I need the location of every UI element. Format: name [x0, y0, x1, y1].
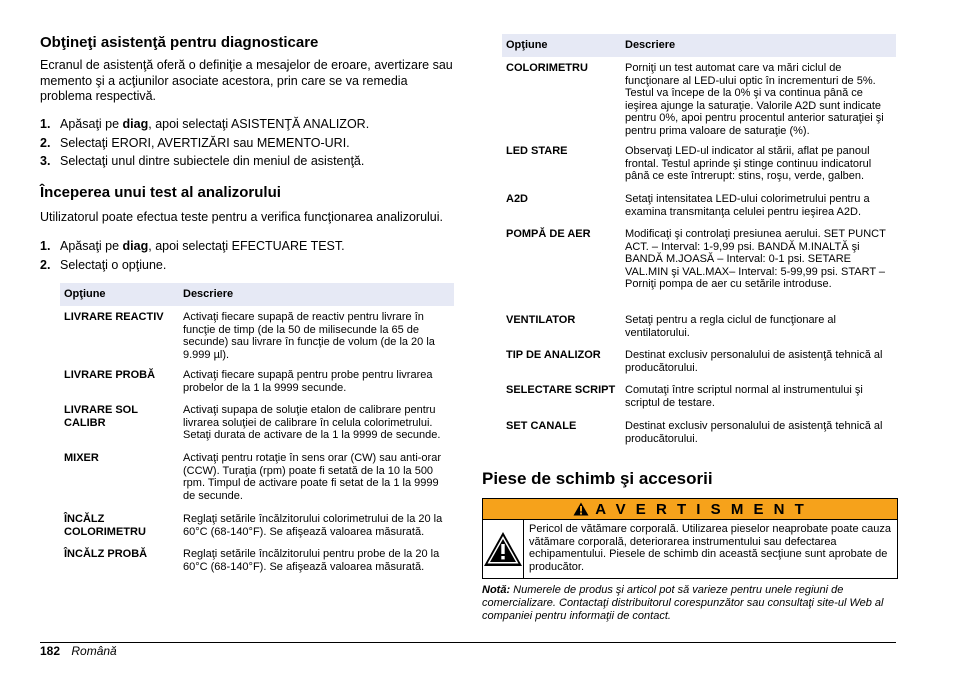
table-row: [502, 314, 896, 349]
table-row: [60, 513, 454, 548]
table-row: [60, 306, 454, 369]
step-number: 2.: [40, 135, 51, 150]
option-cell: MIXER: [64, 452, 99, 464]
diagnostic-help-steps: [40, 117, 454, 173]
description-cell: Observaţi LED-ul indicator al stării, aflat pe panoul frontal. Testul aprinde şi stinge continuu indicatorul până ce este întrerupt: stins, roşu, verde, galben.: [625, 145, 872, 182]
step-item: 2. Selectaţi ERORI, AVERTIZĂRI sau MEMENTO-URI.: [40, 136, 454, 155]
table-row: [502, 349, 896, 384]
option-cell: LIVRARE SOL CALIBR: [64, 404, 138, 429]
table-header-row: [60, 283, 454, 306]
description-cell: Modificaţi şi controlaţi presiunea aerului. SET PUNCT ACT. – Interval: 1-9,99 psi. BANDĂ M.INALTĂ şi BANDĂ M.JOASĂ – Interval: 0-1 psi. SETARE VAL.MIN şi VAL.MAX– Interval: 5-99,99 psi. START – Porniţi pompa de aer cu setările introduse.: [625, 228, 886, 290]
description-cell: Activaţi fiecare supapă pentru probe pentru livrarea probelor de la 1 la 9999 secunde.: [183, 369, 433, 394]
description-cell: Porniţi un test automat care va mări ciclul de funcţionare al LED-ului optic în incrementuri de 5%. Testul va începe de la 0% şi va continua până ce ieşirea ajunge la saturaţie. Valorile A2D sunt indicate pentru 0%, apoi pentru procentul anterior saturaţiei şi pentru prima valoare de saturaţie (%).: [625, 62, 884, 137]
table-row: [60, 369, 454, 404]
description-cell: Reglaţi setările încălzitorului colorimetrului de la 20 la 60°C (68-140°F). Se afişează valoarea măsurată.: [183, 513, 443, 538]
hazard-triangle-icon: [483, 531, 523, 567]
step-item: 2. Selectaţi o opţiune.: [40, 258, 454, 277]
table-row: [502, 228, 896, 314]
section-heading-spare-parts: Piese de schimb şi accesorii: [482, 469, 713, 488]
page-number: 182: [40, 644, 61, 658]
section-heading-analyzer-test: Începerea unui test al analizorului: [40, 184, 281, 201]
warning-body: [483, 520, 897, 578]
step-item: 3. Selectaţi unul dintre subiectele din meniul de asistenţă.: [40, 154, 454, 173]
step-number: 3.: [40, 154, 51, 168]
section-heading-diagnostic-help: Obţineţi asistenţă pentru diagnosticare: [40, 34, 319, 51]
table-row: [60, 452, 454, 513]
note-paragraph: [482, 584, 896, 622]
description-cell: Setaţi pentru a regla ciclul de funcţionare al ventilatorului.: [625, 314, 836, 339]
step-number: 1.: [40, 239, 51, 253]
option-cell: POMPĂ DE AER: [506, 228, 591, 240]
warning-icon-cell: [483, 520, 524, 578]
footer-language: Română: [71, 644, 117, 658]
table-row: [502, 193, 896, 228]
option-cell: ÎNCĂLZ PROBĂ: [64, 548, 148, 560]
description-cell: Destinat exclusiv personalului de asistenţă tehnică al producătorului.: [625, 349, 883, 374]
option-cell: ÎNCĂLZ COLORIMETRU: [64, 513, 146, 538]
warning-title: A V E R T I S M E N T: [595, 500, 807, 518]
note-text: Numerele de produs şi articol pot să varieze pentru unele regiuni de comercializare. Contactaţi distribuitorul corespunzător sau consultaţi site-ul Web al companiei pentru informaţii de contact.: [482, 584, 884, 622]
warning-triangle-icon: [573, 502, 589, 516]
description-cell: Activaţi pentru rotaţie în sens orar (CW) sau anti-orar (CCW). Turaţia (rpm) poate fi setată de la 10 la 500 rpm. Timpul de activare poate fi setat de la 1 la 9999 de secunde.: [183, 452, 441, 502]
option-cell: LED STARE: [506, 145, 568, 157]
warning-text: Pericol de vătămare corporală. Utilizarea pieselor neaprobate poate cauza vătămare corporală, deteriorarea instrumentului sau defectarea echipamentului. Piesele de schimb din această secţiune sunt aprobate de producător.: [529, 523, 891, 573]
table-header-row: [502, 34, 896, 57]
option-cell: SET CANALE: [506, 420, 577, 432]
test-options-table: [60, 283, 454, 578]
option-cell: A2D: [506, 193, 529, 205]
analyzer-test-intro: Utilizatorul poate efectua teste pentru a verifica funcţionarea analizorului.: [40, 210, 444, 224]
column-header-description: Descriere: [179, 283, 454, 306]
step-item: 1. Apăsaţi pe diag, apoi selectaţi ASISTENŢĂ ANALIZOR.: [40, 117, 454, 136]
column-header-option: Opţiune: [502, 34, 621, 57]
description-cell: Setaţi intensitatea LED-ului colorimetrului pentru a examina transmitanţa celulei pentru ieşirea A2D.: [625, 193, 870, 218]
option-cell: LIVRARE REACTIV: [64, 311, 164, 323]
description-cell: Destinat exclusiv personalului de asistenţă tehnică al producătorului.: [625, 420, 883, 445]
option-cell: SELECTARE SCRIPT: [506, 384, 616, 396]
analyzer-test-steps: [40, 239, 454, 276]
footer-divider: [40, 642, 896, 643]
option-cell: VENTILATOR: [506, 314, 576, 326]
step-number: 1.: [40, 117, 51, 131]
table-row: [502, 57, 896, 145]
page-footer: [40, 644, 117, 658]
table-row: [502, 145, 896, 193]
table-row: [60, 404, 454, 452]
table-row: [60, 548, 454, 578]
option-cell: COLORIMETRU: [506, 62, 588, 74]
description-cell: Reglaţi setările încălzitorului pentru probe de la 20 la 60°C (68-140°F). Se afişează valoarea măsurată.: [183, 548, 440, 573]
warning-box: [482, 498, 898, 579]
test-options-table-continued: [502, 34, 896, 450]
option-cell: LIVRARE PROBĂ: [64, 369, 156, 381]
warning-header: [483, 499, 897, 520]
table-row: [502, 420, 896, 450]
description-cell: Activaţi fiecare supapă de reactiv pentru livrare în funcţie de timp (de la 50 de milisecunde la 65 de secunde) sau livrare în funcţie de volum (de la 20 la 9.999 µl).: [183, 311, 435, 361]
description-cell: Comutaţi între scriptul normal al instrumentului şi scriptul de testare.: [625, 384, 863, 409]
note-label: Notă:: [482, 584, 511, 596]
description-cell: Activaţi supapa de soluţie etalon de calibrare pentru livrarea soluţiei de calibrare în celula colorimetrului. Setaţi durata de activare de la 1 la 9999 de secunde.: [183, 404, 441, 441]
step-number: 2.: [40, 257, 51, 272]
column-header-description: Descriere: [621, 34, 896, 57]
diagnostic-help-intro: Ecranul de asistenţă oferă o definiţie a mesajelor de eroare, avertizare sau memento şi a acţiunilor asociate acestora, prin care se va remedia problema respectivă.: [40, 58, 453, 103]
column-header-option: Opţiune: [60, 283, 179, 306]
step-item: 1. Apăsaţi pe diag, apoi selectaţi EFECTUARE TEST.: [40, 239, 454, 258]
table-row: [502, 384, 896, 420]
option-cell: TIP DE ANALIZOR: [506, 349, 601, 361]
